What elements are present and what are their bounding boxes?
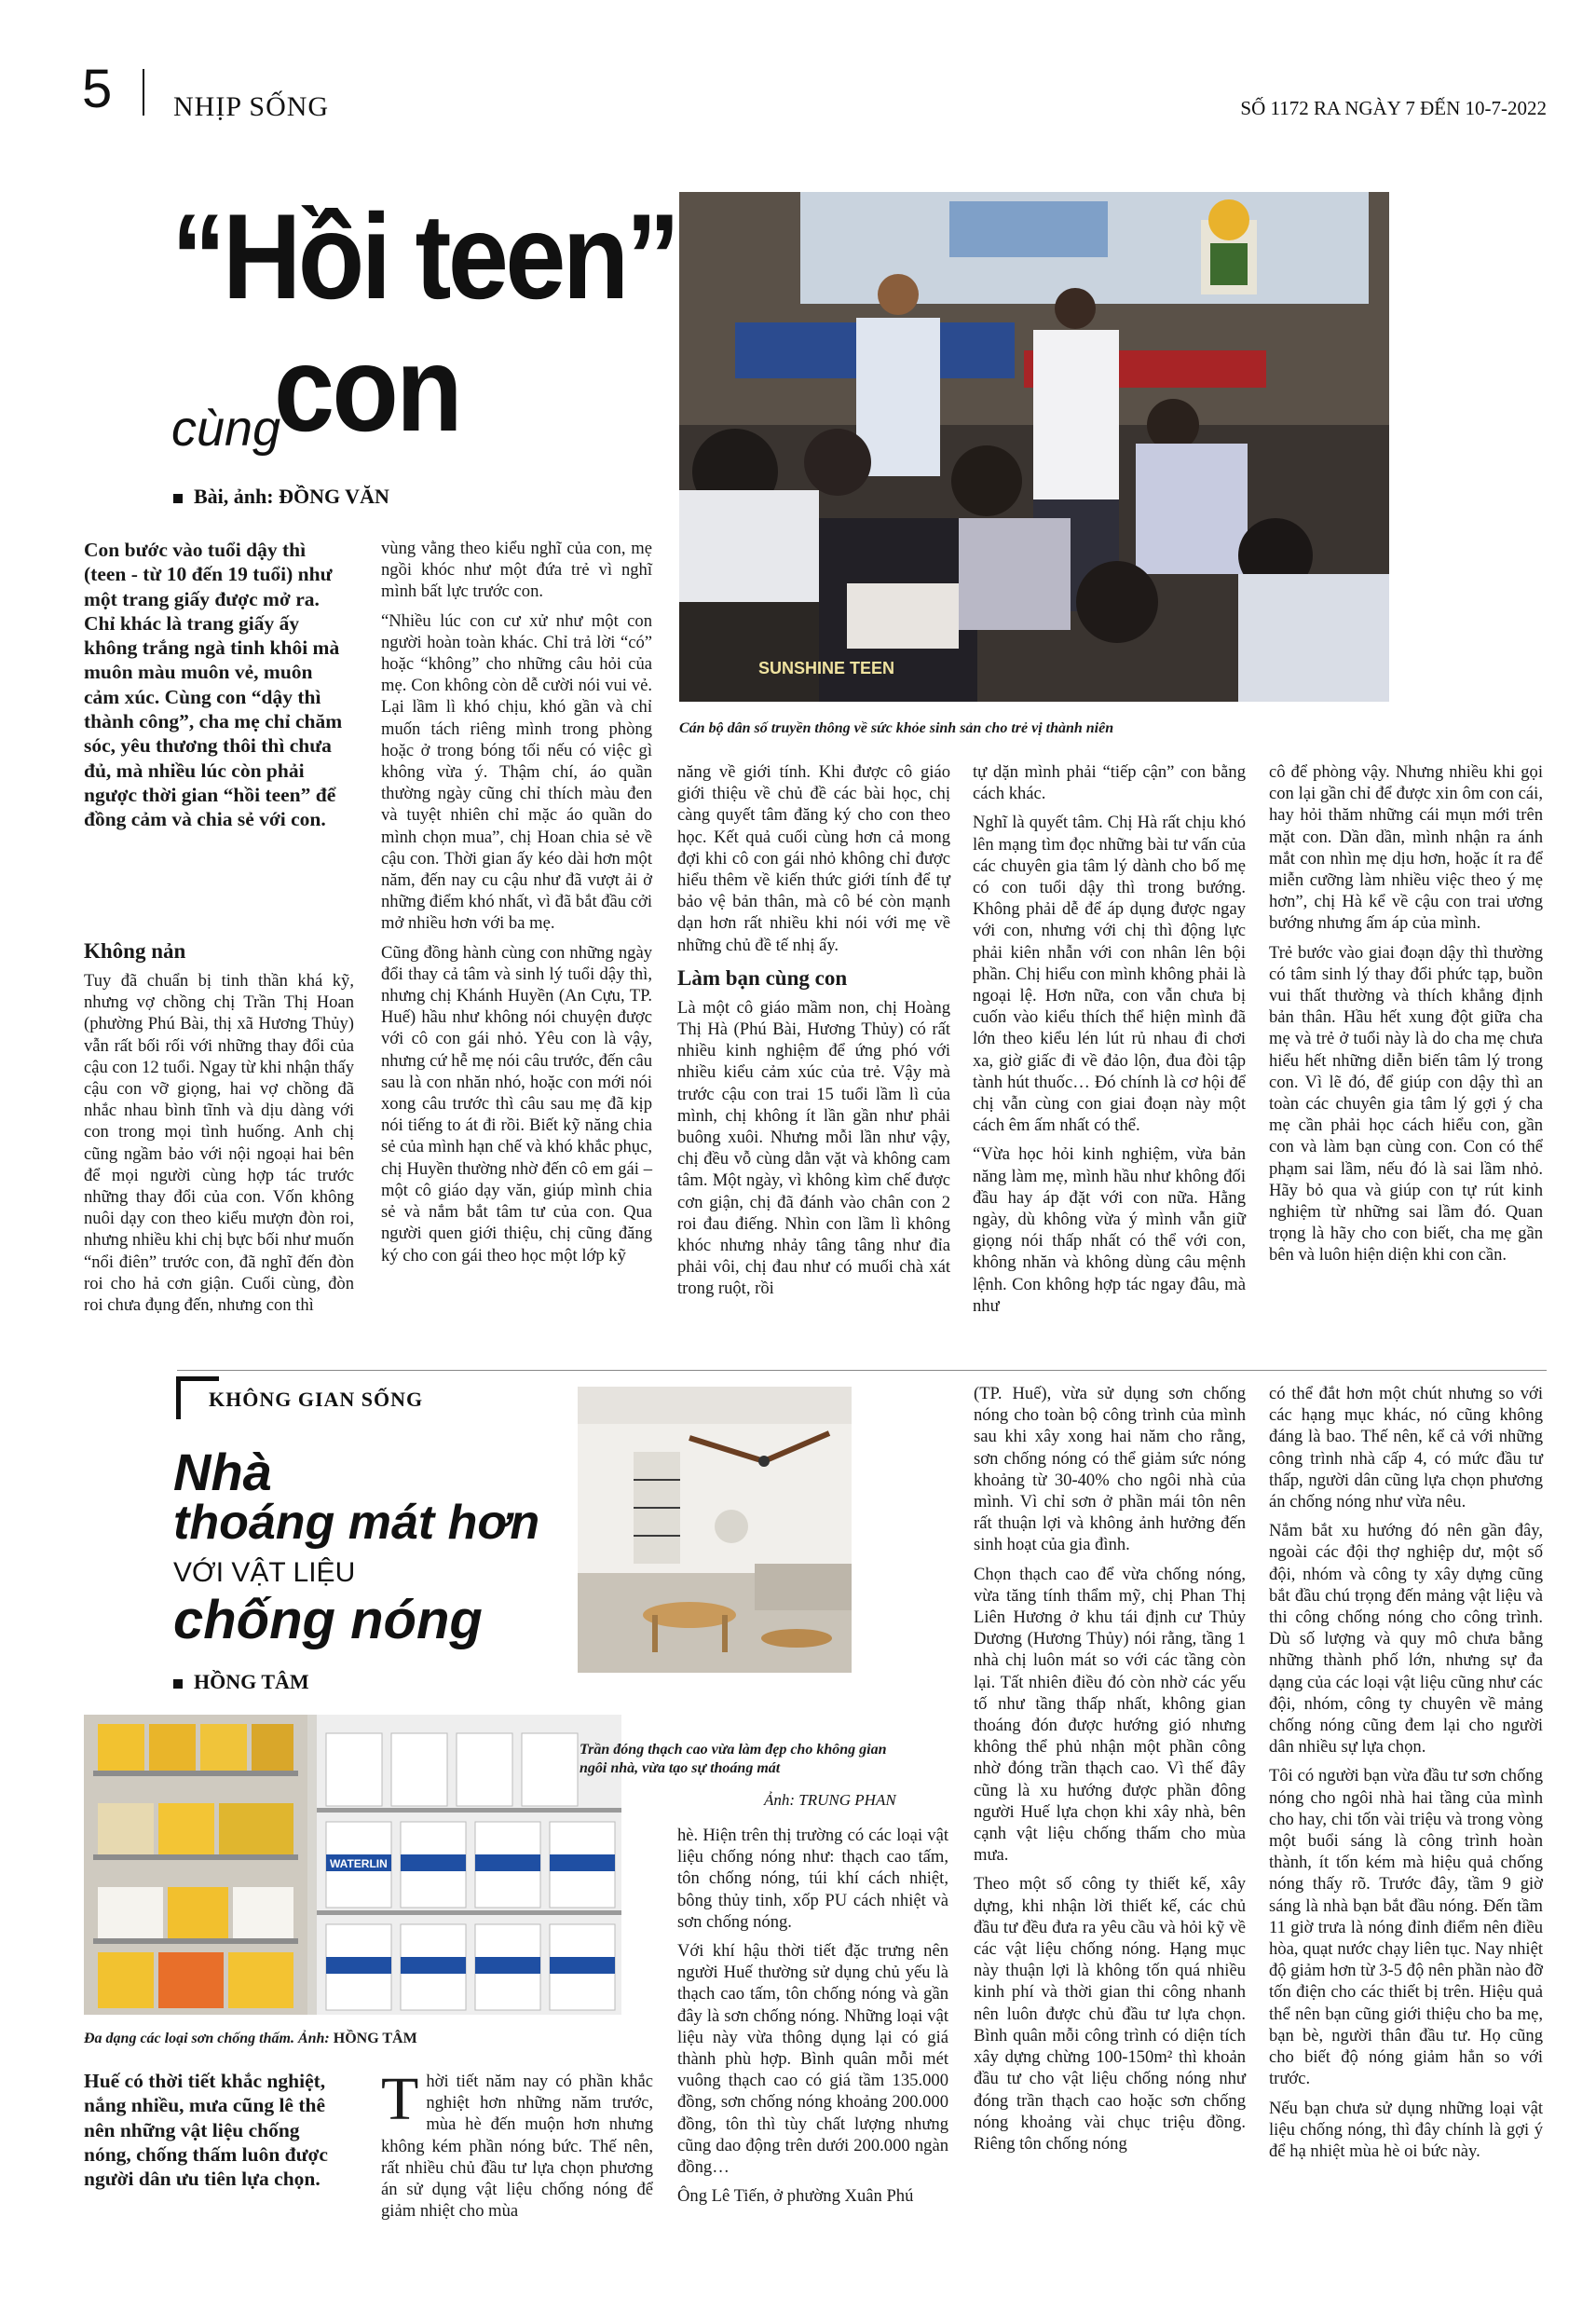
- header-divider: [143, 69, 144, 116]
- paragraph: Là một cô giáo mầm non, chị Hoàng Thị Hà (Phú Bài, Hương Thủy) có rất nhiều kinh nghiệm để ứng phó với nhiều kiểu cảm xúc của trẻ. Vậy mà trước cậu con trai 15 tuổi lầm lì của mình, chị không ít lần gần như phải buông xuôi. Nhưng mỗi lần như vậy, chị đều vỗ cùng dằn vặt và không cam tâm. Một ngày, vì không kìm chế được cơn giận, chị đã đánh vào chân con 2 roi đau điếng. Nhìn con lầm lì không khóc nhưng nhảy tâng tâng như đỉa phải vôi, chị đau như có muối chà xát trong ruột, rồi: [677, 997, 950, 1299]
- paint-caption-text: Đa dạng các loại sơn chống thấm. Ảnh:: [84, 2031, 334, 2046]
- article-photo: [679, 192, 1389, 702]
- paragraph: Trẻ bước vào giai đoạn dậy thì thường có tâm sinh lý thay đổi phức tạp, buồn vui thất thường và thích khẳng định bản thân. Hầu hết xung đột giữa cha mẹ và trẻ ở tuổi này là do cha mẹ chưa hiểu hết những diễn biến tâm lý trong con. Vì lẽ đó, để giúp con dậy thì an toàn các chuyên gia tâm lý gợi ý cha mẹ cần phải học cách hiểu con, gần con và làm bạn cùng con. Con có thể phạm sai lầm, nếu đó là sai lầm nhỏ. Hãy bỏ qua và giúp con tự rút kinh nghiệm từ những sai lầm đó. Quan trọng là hãy cho con biết, cha mẹ gần bên và luôn hiện diện khi con cần.: [1269, 942, 1543, 1265]
- article-title-small: cùng: [171, 401, 281, 457]
- article2-lead: [84, 2069, 349, 2198]
- byline-text: Bài, ảnh: ĐỒNG VĂN: [194, 485, 389, 508]
- dropcap: T: [381, 2065, 419, 2133]
- paragraph: Nếu bạn chưa sử dụng những loại vật liệu chống nóng, thì đây chính là gợi ý để hạ nhiệt mùa hè oi bức này.: [1269, 2098, 1543, 2161]
- ceiling-interior-photo: [578, 1387, 852, 1673]
- page-header: [0, 0, 1596, 140]
- paragraph: Tôi có người bạn vừa đầu tư sơn chống nóng cho ngôi nhà hai tầng của mình cho hay, chi tốn vài triệu và trong vòng một buổi sáng là công trình hoàn thành, ít tốn kém mà hiệu quả chống nóng thấy rõ. Trước đây, tầm 9 giờ sáng là nhà bạn bắt đầu nóng. Đến tầm 11 giờ trưa là nóng đỉnh điểm nên điều hòa, quạt nước chạy liên tục. Nay nhiệt độ giảm hơn từ 3-5 độ nên phần nào đỡ tốn điện cho các thiết bị trên. Hiệu quả thể nên bạn cũng giới thiệu cho ba mẹ, bạn bè, người thân đầu tư. Họ cũng cho biết độ nóng giảm hẳn so với trước.: [1269, 1766, 1543, 2089]
- byline-bullet: [173, 494, 183, 503]
- paragraph: Nghĩ là quyết tâm. Chị Hà rất chịu khó lên mạng tìm đọc những bài tư vấn của các chuyên gia tâm lý dành cho bố mẹ có con tuổi dậy thì trong bướng. Không phải dễ để áp dụng được ngay với con, nhưng với chị thì động lực phải kiên nhẫn với con nhân lên bội phần. Chị hiểu con mình không phải là ngoại lệ. Hơn nữa, con vẫn chưa bị cuốn vào kiểu thích thể hiện mình đã lớn theo kiểu lén lút rủ nhau đi chơi xa, giờ giấc đi về đảo lộn, đua đòi tập tành hút thuốc… Đó chính là cơ hội để chị vẫn cùng con giai đoạn này một cách êm ấm nhất có thể.: [973, 813, 1246, 1136]
- paragraph: hời tiết năm nay có phần khắc nghiệt hơn những năm trước, mùa hè đến muộn hơn nhưng không kém phần nóng bức. Thế nên, rất nhiều chủ đầu tư lựa chọn phương án sử dụng vật liệu chống nóng để giảm nhiệt cho mùa: [381, 2072, 653, 2222]
- article2-column-4: [974, 1383, 1246, 2162]
- interior-photo: [578, 1387, 852, 1673]
- paragraph: (TP. Huế), vừa sử dụng sơn chống nóng cho toàn bộ công trình của mình sau khi xây xong hai năm cho rằng, sơn chống nóng có thể giảm sức nóng khoảng từ 30-40% cho ngôi nhà của mình. Vì chỉ sơn ở phần mái tôn nên rất thuận lợi và không ảnh hưởng đến sinh hoạt của gia đình.: [974, 1384, 1246, 1555]
- paragraph: Nắm bắt xu hướng đó nên gần đây, ngoài các đội thợ nghiệp dư, một số đội, nhóm và công ty xây dựng cũng bắt đầu chú trọng đến mảng vật liệu và thi công chống nóng cho công trình. Dù số lượng và quy mô chưa bằng những thành phố lớn, nhưng sự đa dạng của các loại vật liệu cũng như các đội, nhóm, công ty chuyên về mảng chống nóng cũng đem lại cho người dân nhiều sự lựa chọn.: [1269, 1521, 1543, 1758]
- article2-column-5: [1269, 1383, 1543, 2169]
- subheading-khong-nan: Không nản: [84, 939, 186, 963]
- paint-photo-caption: [84, 2030, 621, 2048]
- paint-shelves-photo: [84, 1715, 621, 2015]
- paragraph: cô để phòng vậy. Nhưng nhiều khi gọi con lại gần chỉ để được xin ôm con cái, hay hỏi thăm những cái mụn mới trên mặt con. Dần dần, mình nhận ra ánh mắt con nhìn mẹ dịu hơn, hoặc ít ra để miễn cưỡng làm nhiều việc theo ý mẹ hơn”, chị Hà kể về cậu con trai ương bướng nhưng ấm áp của mình.: [1269, 762, 1543, 934]
- article2-title-line3: VỚI VẬT LIỆU: [173, 1557, 356, 1588]
- article-column-4: [973, 761, 1246, 1324]
- article2-column-2: [381, 2065, 653, 2229]
- paragraph: Chọn thạch cao để vừa chống nóng, vừa tăng tính thẩm mỹ, chị Phan Thị Liên Hương ở khu tái định cư Thủy Dương (Hương Thủy) nói rằng, tầng 1 nhà chị luôn mát so với các tầng còn lại. Tất nhiên điều đó còn nhờ các yếu tố như tầng thấp nhất, không gian thoáng đón được hướng gió nhưng không thể phủ nhận một phần công nhờ đóng trần thạch cao. Vì thế đây cũng là xu hướng được phần đông người Huế lựa chọn khi xây nhà, bên cạnh vật liệu chống thấm cho mùa mưa.: [974, 1564, 1246, 1866]
- paragraph: “Nhiều lúc con cư xử như một con người hoàn toàn khác. Chỉ trả lời “có” hoặc “không” cho những câu hỏi của mẹ. Con không còn dễ cười nói vui vẻ. Lại lầm lì khó chịu, khó gần và chỉ muốn tách riêng mình trong phòng hoặc ở trong bóng tối nếu có việc gì không vừa ý. Thậm chí, áo quần thường ngày cũng chỉ thích màu đen và tuyệt nhiên chỉ mặc áo quần do mình chọn mua”, chị Hoan chia sẻ về cậu con. Thời gian ấy kéo dài hơn một năm, đến nay cu cậu như đã vượt ải ở những điểm khó nhất, vì đã bắt đầu cởi mở nhiều hơn với ba mẹ.: [381, 610, 653, 934]
- paragraph: “Vừa học hỏi kinh nghiệm, vừa bản năng làm mẹ, mình hầu như không đối đầu hay áp đặt với con nữa. Hằng ngày, dù không vừa ý mình vẫn giữ giọng nói thấp nhất có thể với con, không nhăn và không dùng câu mệnh lệnh. Con không hợp tác ngay đâu, mà như: [973, 1144, 1246, 1316]
- paint-photo: [84, 1715, 621, 2015]
- article-title: “Hồi teen”: [171, 188, 677, 324]
- section-divider: [177, 1370, 1547, 1371]
- article-lead: [84, 538, 349, 840]
- article-title-end: con: [274, 321, 460, 457]
- paragraph: hè. Hiện trên thị trường có các loại vật liệu chống nóng như: thạch cao tấm, tôn chống nóng, túi khí cách nhiệt, bông thủy tinh, xốp PU cách nhiệt và sơn chống nóng.: [677, 1826, 948, 1932]
- article-column-3: [677, 761, 950, 1307]
- photo-banner-text: SUNSHINE TEEN: [758, 659, 895, 677]
- classroom-photo: [679, 192, 1389, 702]
- lead-text: Huế có thời tiết khắc nghiệt, nắng nhiều, mưa cũng lê thê nên những vật liệu chống nóng, chống thấm luôn được người dân ưu tiên lựa chọn.: [84, 2070, 328, 2191]
- section-name: NHỊP SỐNG: [173, 91, 330, 122]
- page-number: 5: [82, 59, 113, 119]
- article2-title-line2: thoáng mát hơn: [173, 1496, 540, 1550]
- article2-title-line4: chống nóng: [173, 1590, 483, 1650]
- lead-text: Con bước vào tuổi dậy thì (teen - từ 10 đến 19 tuổi) như một trang giấy được mở ra. Chỉ khác là trang giấy ấy không trắng ngà tinh khôi mà muôn màu muôn vẻ, muôn cảm xúc. Cùng con “dậy thì thành công”, cha mẹ chỉ chăm sóc, yêu thương thôi thì chưa đủ, mà nhiều lúc còn phải ngược thời gian “hồi teen” để đồng cảm và chia sẻ với con.: [84, 539, 343, 831]
- article2-column-3: [677, 1825, 948, 2214]
- paragraph: vùng vằng theo kiểu nghĩ của con, mẹ ngồi khóc như một đứa trẻ vì nghĩ mình bất lực trước con.: [381, 539, 652, 602]
- paragraph: Với khí hậu thời tiết đặc trưng nên người Huế thường sử dụng chủ yếu là thạch cao tấm, tôn chống nóng và gần đây là sơn chống nóng. Những loại vật liệu này vừa thông dụng lại có giá thành phù hợp. Bình quân mỗi mét vuông thạch cao có giá tầm 135.000 đồng, sơn chống nóng khoảng 200.000 đồng, tôn thì tùy chất lượng nhưng cũng dao động trên dưới 200.000 ngàn đồng…: [677, 1941, 948, 2178]
- article-byline: [173, 485, 389, 509]
- article2-title-line1: Nhà: [173, 1443, 272, 1501]
- paragraph: Cũng đồng hành cùng con những ngày đổi thay cả tâm và sinh lý tuổi dậy thì, nhưng chị Khánh Huyền (An Cựu, TP. Huế) hầu như không nói chuyện được với cô con gái nhỏ. Yêu con là vậy, nhưng cứ hễ mẹ nói câu trước, đến câu sau là con nhăn nhó, hoặc con mới nói xong câu trước thì câu sau mẹ đã kịp nói tiếng to át đi rồi. Biết kỹ năng chia sẻ của mình hạn chế và khó khắc phục, chị Huyền thường nhờ đến cô em gái – một cô giáo dạy văn, giúp mình chia sẻ và nắm bắt tâm tư của con. Qua người quen giới thiệu, chị cũng đăng ký cho con gái theo học một lớp kỹ: [381, 942, 652, 1265]
- byline-text: HỒNG TÂM: [194, 1670, 309, 1693]
- interior-photo-caption: Trần đóng thạch cao vừa làm đẹp cho không gian ngôi nhà, vừa tạo sự thoáng mát: [580, 1742, 887, 1776]
- paragraph: Ông Lê Tiến, ở phường Xuân Phú: [677, 2186, 914, 2207]
- paragraph: năng về giới tính. Khi được cô giáo giới thiệu về chủ đề các bài học, chị càng quyết tâm đăng ký cho con theo học. Kết quả cuối cùng hơn cả mong đợi khi cô con gái nhỏ không chỉ được hiểu thêm về kiến thức giới tính để tự bảo vệ bản thân, mà cô bé còn mạnh dạn hơn rất nhiều khi nói với mẹ về những chủ đề tế nhị ấy.: [677, 762, 950, 955]
- byline-bullet: [173, 1679, 183, 1689]
- article2-byline: [173, 1670, 309, 1694]
- paragraph: Tuy đã chuẩn bị tinh thần khá kỹ, nhưng vợ chồng chị Trần Thị Hoan (phường Phú Bài, thị xã Hương Thủy) vẫn rất bối rối với những thay đổi của cậu con 12 tuổi. Ngay từ khi nhận thấy cậu con vỡ giọng, hai vợ chồng đã nhắc nhau bình tĩnh và dịu dàng với con trong mọi tình huống. Anh chị cũng ngầm bảo với nội ngoại hai bên để mọi người cùng hợp tác trước những thay đổi của con. Vốn không nuôi dạy con theo kiểu mượn đòn roi, nhưng nhiều khi chị bực bối như muốn “nổi điên” trước con, đã nghĩ đến đòn roi cho hả cơn giận. Cuối cùng, đòn roi chưa đụng đến, nhưng con thì: [84, 971, 355, 1316]
- subheading-lam-ban: Làm bạn cùng con: [677, 965, 848, 990]
- photo-caption: Cán bộ dân số truyền thông về sức khỏe sinh sản cho trẻ vị thành niên: [679, 720, 1114, 736]
- paragraph: Theo một số công ty thiết kế, xây dựng, khi nhận lời thiết kế, các chủ đầu tư đều đưa ra yêu cầu và hỏi kỹ về các vật liệu chống nóng. Hạng mục này thuận lợi là không tốn quá nhiều kinh phí và thời gian thi công nhanh nên luôn được chủ đầu tư lựa chọn. Bình quân mỗi công trình có diện tích xây dựng chừng 100-150m² thì khoản đầu tư cho vật liệu chống nóng như đóng trần thạch cao hoặc sơn chống nóng khoảng vài chục triệu đồng. Riêng tôn chống nóng: [974, 1874, 1246, 2154]
- paint-brand-text: WATERLIN: [330, 1857, 388, 1870]
- kicker-label: KHÔNG GIAN SỐNG: [209, 1388, 424, 1411]
- article-column-1: [84, 929, 354, 1323]
- issue-info: SỐ 1172 RA NGÀY 7 ĐẾN 10-7-2022: [1240, 97, 1547, 119]
- paragraph: tự dặn mình phải “tiếp cận” con bằng cách khác.: [973, 762, 1246, 804]
- interior-photo-credit: Ảnh: TRUNG PHAN: [764, 1791, 896, 1809]
- article-column-5: [1269, 761, 1543, 1274]
- paragraph: có thể đắt hơn một chút nhưng so với các hạng mục khác, nó cũng không đáng là bao. Thế nên, kể cả với những công trình nhà cấp 4, có mức đầu tư thấp, người dân cũng lựa chọn phương án chống nóng như vừa nêu.: [1269, 1384, 1543, 1512]
- paint-caption-author: HỒNG TÂM: [333, 2031, 417, 2046]
- article-column-2: [381, 538, 652, 1274]
